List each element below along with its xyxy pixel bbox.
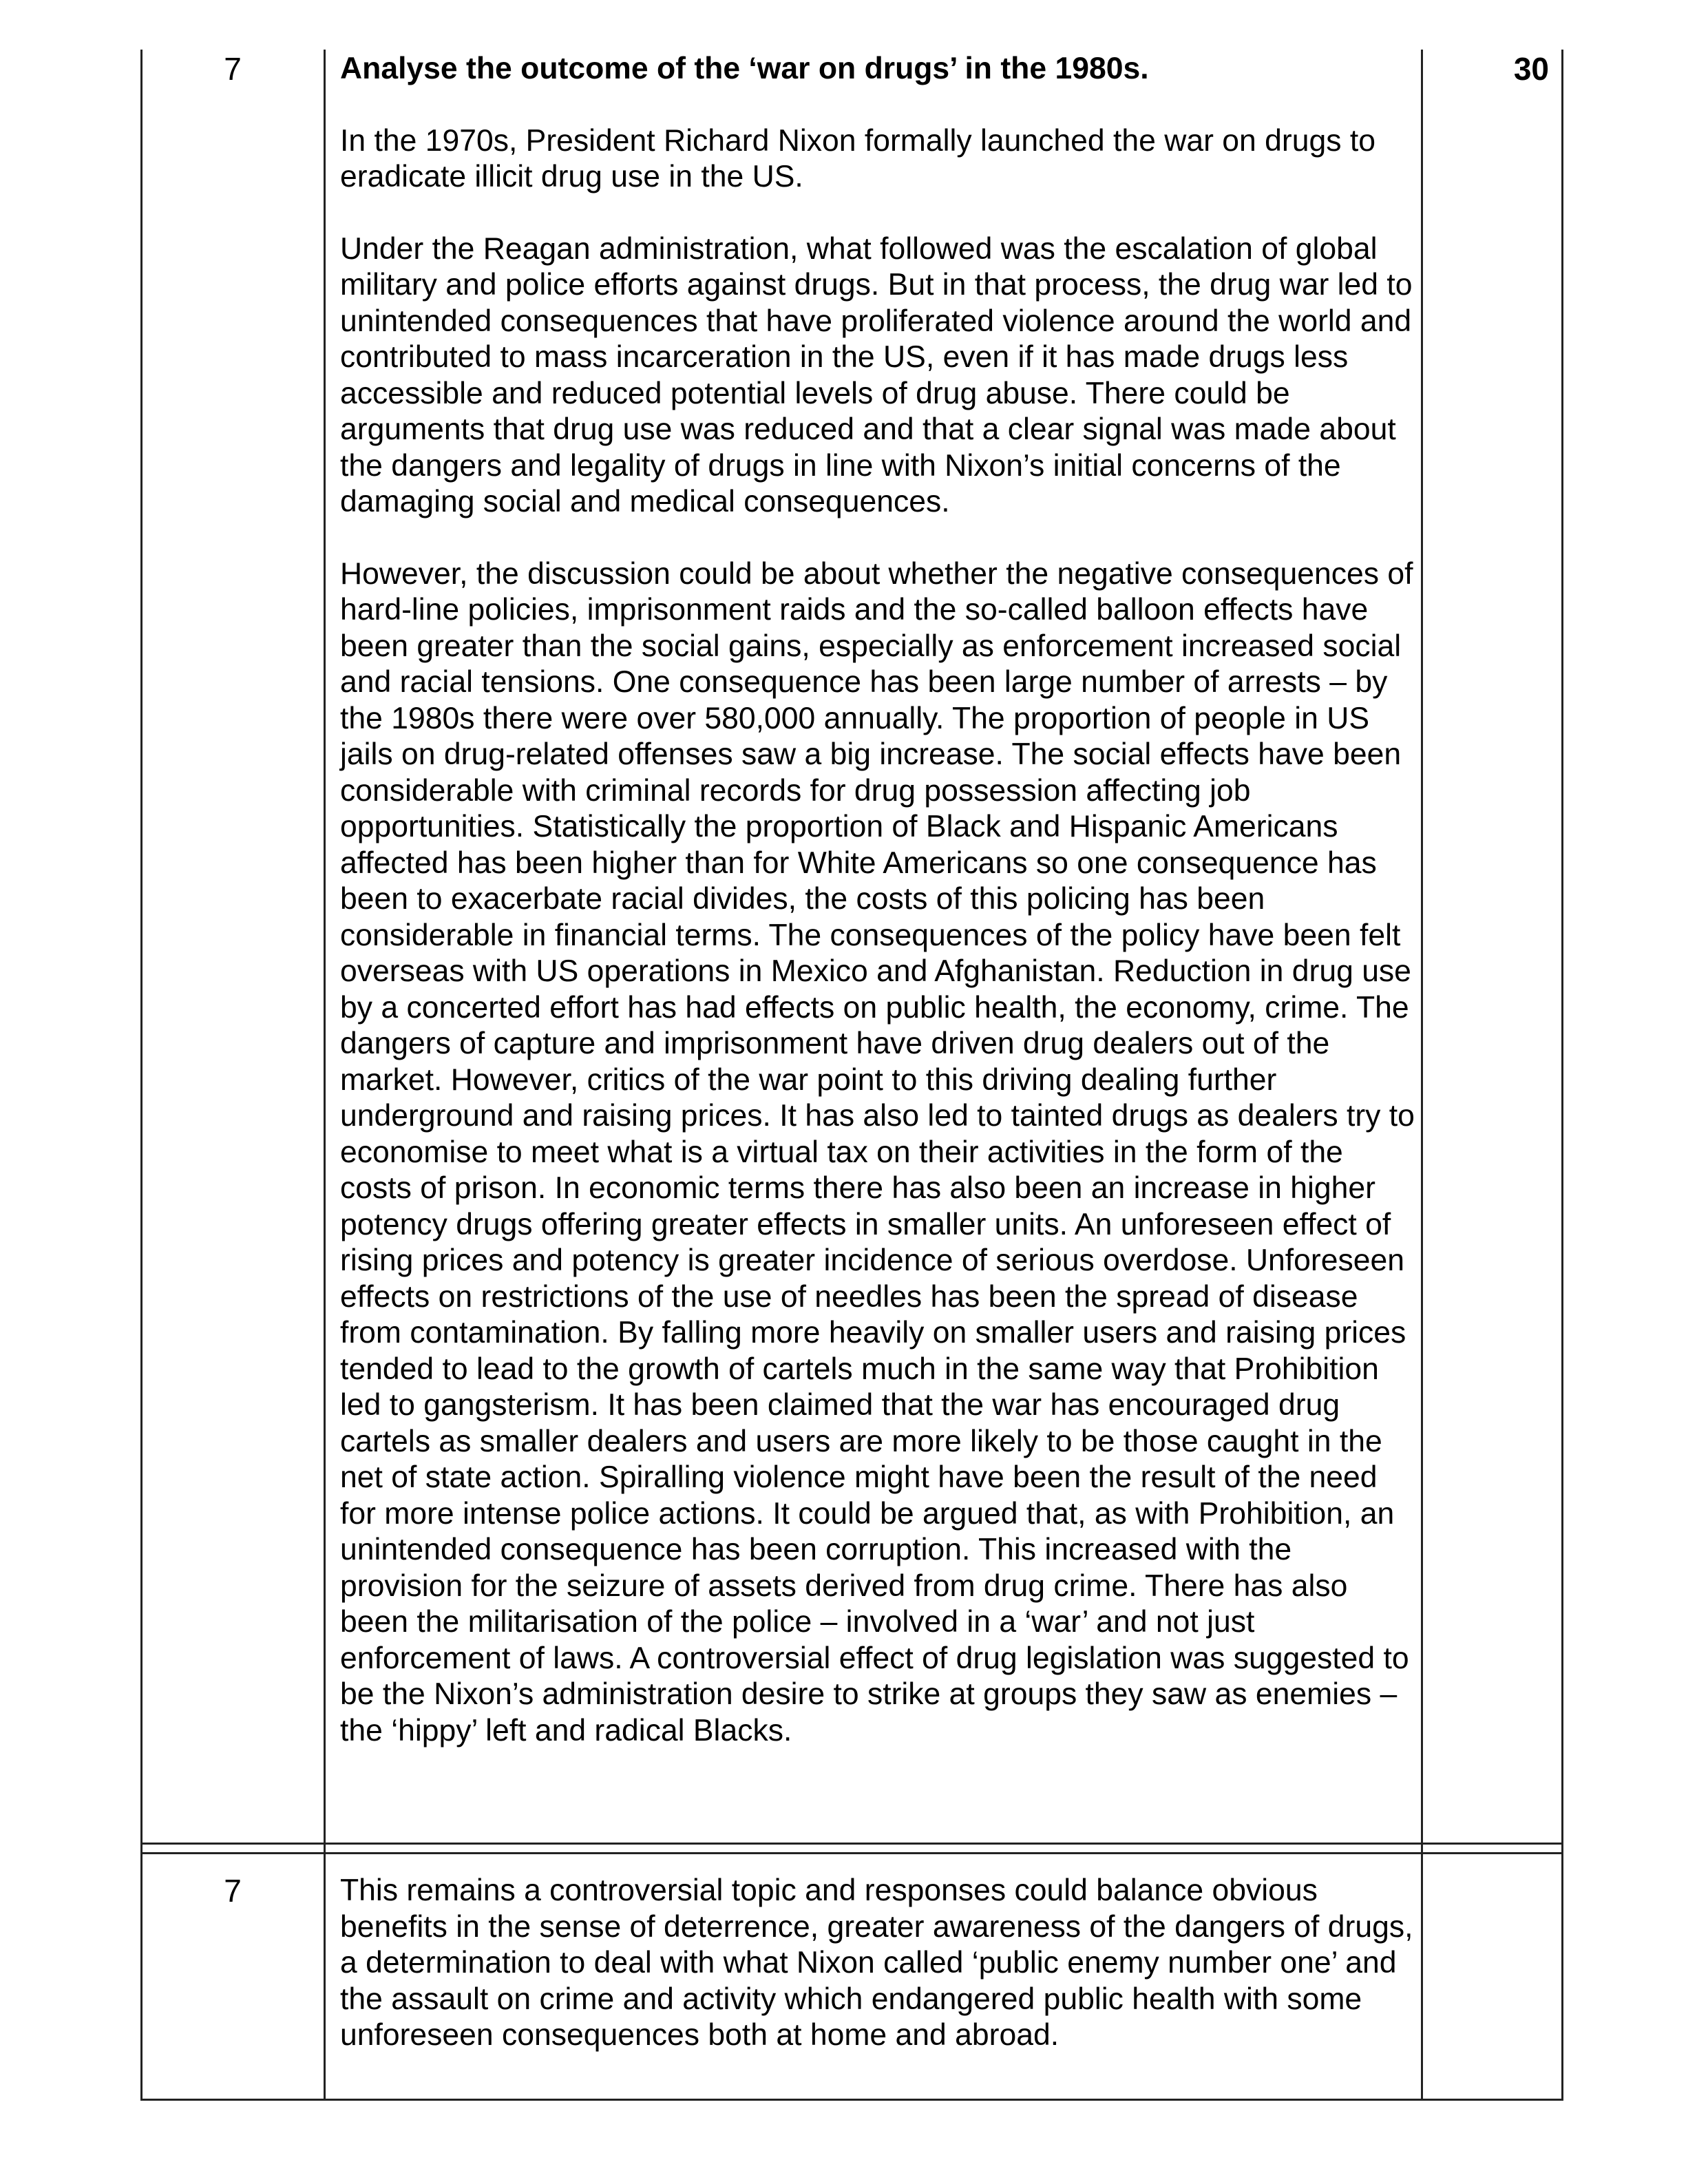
question-number: 7 bbox=[224, 51, 242, 87]
question-text: Analyse the outcome of the ‘war on drugs’ in the 1980s. bbox=[340, 52, 1149, 85]
table-left-border bbox=[140, 50, 143, 2100]
column-divider-number bbox=[324, 50, 326, 2100]
column-divider-marks bbox=[1421, 50, 1423, 2100]
question-number-continued: 7 bbox=[224, 1873, 242, 1909]
table-bottom-border bbox=[140, 2099, 1563, 2101]
answer-content-continued bbox=[340, 1873, 1421, 2090]
answer-paragraph-4: This remains a controversial topic and responses could balance obvious benefits in the sense of deterrence, greater awareness of the dangers of drugs, a determination to deal with what Nixon called ‘public enemy number one’ and the assault on crime and activity which endangered public health with some unforeseen consequences both at home and abroad. bbox=[340, 1874, 1413, 2052]
answer-paragraph-2: Under the Reagan administration, what followed was the escalation of global military and police efforts against drugs. But in that process, the drug war led to unintended consequences that have proliferated violence around the world and contributed to mass incarceration in the US, even if it has made drugs less accessible and reduced potential levels of drug abuse. There could be arguments that drug use was reduced and that a clear signal was made about the dangers and legality of drugs in line with Nixon’s initial concerns of the damaging social and medical consequences. bbox=[340, 231, 1413, 518]
table-right-border bbox=[1561, 50, 1563, 2100]
row-separator-top bbox=[140, 1843, 1563, 1845]
answer-paragraph-1: In the 1970s, President Richard Nixon formally launched the war on drugs to eradicate illicit drug use in the US. bbox=[340, 123, 1375, 193]
row-separator-bottom bbox=[140, 1852, 1563, 1854]
answer-paragraph-3: However, the discussion could be about whether the negative consequences of hard-line policies, imprisonment raids and the so-called balloon effects have been greater than the social gains, especially as enforcement increased social and racial tensions. One consequence has been large number of arrests – by the 1980s there were over 580,000 annually. The proportion of people in US jails on drug-related offenses saw a big increase. The social effects have been considerable with criminal records for drug possession affecting job opportunities. Statistically the proportion of Black and Hispanic Americans affected has been higher than for White Americans so one consequence has been to exacerbate racial divides, the costs of this policing has been considerable in financial terms. The consequences of the policy have been felt overseas with US operations in Mexico and Afghanistan. Reduction in drug use by a concerted effort has had effects on public health, the economy, crime. The dangers of capture and imprisonment have driven drug dealers out of the market. However, critics of the war point to this driving dealing further underground and raising prices. It has also led to tainted drugs as dealers try to economise to meet what is a virtual tax on their activities in the form of the costs of prison. In economic terms there has also been an increase in higher potency drugs offering greater effects in smaller units. An unforeseen effect of rising prices and potency is greater incidence of serious overdose. Unforeseen effects on restrictions of the use of needles has been the spread of disease from contamination. By falling more heavily on smaller users and raising prices tended to lead to the growth of cartels much in the same way that Prohibition led to gangsterism. It has been claimed that the war has encouraged drug cartels as smaller dealers and users are more likely to be those caught in the net of state action. Spiralling violence might have been the result of the need for more intense police actions. It could be argued that, as with Prohibition, an unintended consequence has been corruption. This increased with the provision for the seizure of assets derived from drug crime. There has also been the militarisation of the police – involved in a ‘war’ and not just enforcement of laws. A controversial effect of drug legislation was suggested to be the Nixon’s administration desire to strike at groups they saw as enemies – the ‘hippy’ left and radical Blacks. bbox=[340, 556, 1415, 1748]
marks-value: 30 bbox=[1513, 51, 1549, 87]
answer-content bbox=[340, 51, 1421, 1785]
